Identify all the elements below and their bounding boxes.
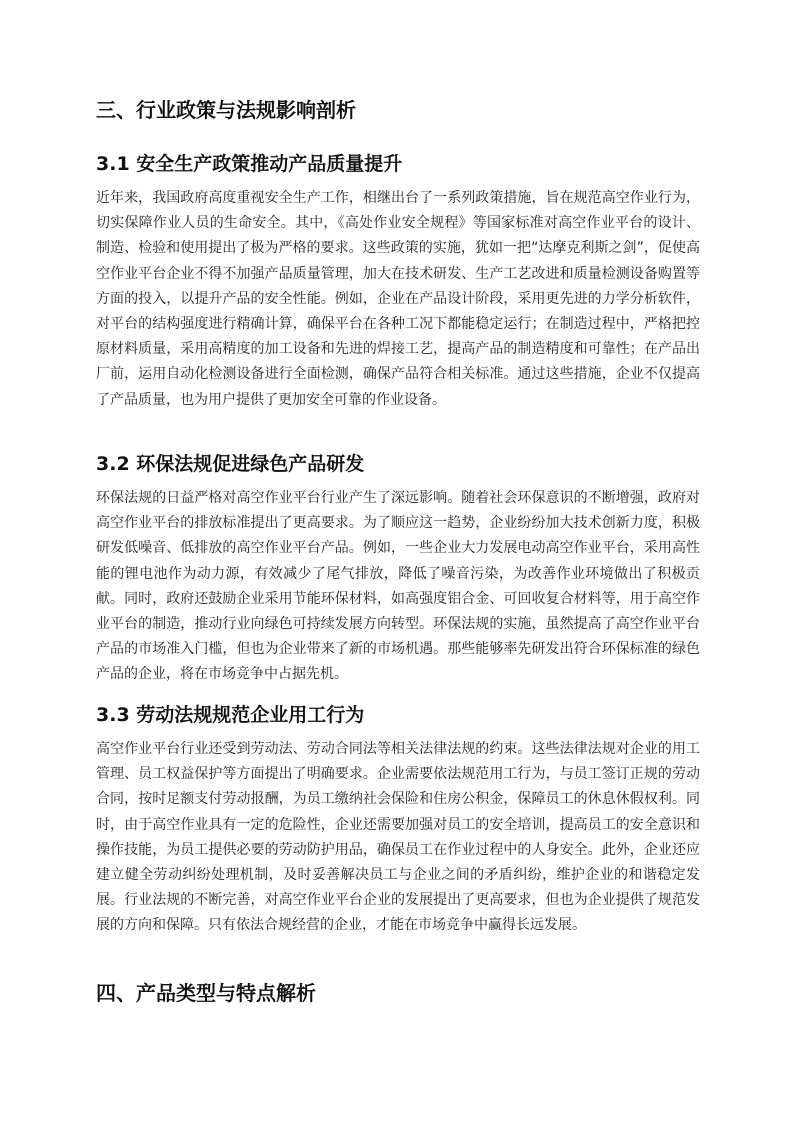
section-3-title: 三、行业政策与法规影响剖析: [96, 98, 356, 122]
subsection-3-2-body: 环保法规的日益严格对高空作业平台行业产生了深远影响。随着社会环保意识的不断增强，政府对高空作业平台的排放标准提出了更高要求。为了顺应这一趋势，企业纷纷加大技术创新力度，积极研发低噪音、低排放的高空作业平台产品。例如，一些企业大力发展电动高空作业平台，采用高性能的锂电池作为动力源，有效减少了尾气排放，降低了噪音污染，为改善作业环境做出了积极贡献。同时，政府还鼓励企业采用节能环保材料，如高强度铝合金、可回收复合材料等，用于高空作业平台的制造，推动行业向绿色可持续发展方向转型。环保法规的实施，虽然提高了高空作业平台产品的市场准入门槛，但也为企业带来了新的市场机遇。那些能够率先研发出符合环保标准的绿色产品的企业，将在市场竞争中占据先机。: [96, 490, 700, 683]
subsection-3-3-heading: 3.3 劳动法规规范企业用工行为: [96, 704, 365, 726]
section-4-title: 四、产品类型与特点解析: [96, 981, 316, 1005]
subsection-3-3-body: 高空作业平台行业还受到劳动法、劳动合同法等相关法律法规的约束。这些法律法规对企业的用工管理、员工权益保护等方面提出了明确要求。企业需要依法规范用工行为，与员工签订正规的劳动合同，按时足额支付劳动报酬，为员工缴纳社会保险和住房公积金，保障员工的休息休假权利。同时，由于高空作业具有一定的危险性，企业还需要加强对员工的安全培训，提高员工的安全意识和操作技能，为员工提供必要的劳动防护用品，确保员工在作业过程中的人身安全。此外，企业还应建立健全劳动纠纷处理机制，及时妥善解决员工与企业之间的矛盾纠纷，维护企业的和谐稳定发展。行业法规的不断完善，对高空作业平台企业的发展提出了更高要求，但也为企业提供了规范发展的方向和保障。只有依法合规经营的企业，才能在市场竞争中赢得长远发展。: [96, 741, 700, 934]
subsection-3-1-body: 近年来，我国政府高度重视安全生产工作，相继出台了一系列政策措施，旨在规范高空作业行为，切实保障作业人员的生命安全。其中，《高处作业安全规程》等国家标准对高空作业平台的设计、制造、检验和使用提出了极为严格的要求。这些政策的实施，犹如一把“达摩克利斯之剑”，促使高空作业平台企业不得不加强产品质量管理，加大在技术研发、生产工艺改进和质量检测设备购置等方面的投入，以提升产品的安全性能。例如，企业在产品设计阶段，采用更先进的力学分析软件，对平台的结构强度进行精确计算，确保平台在各种工况下都能稳定运行；在制造过程中，严格把控原材料质量，采用高精度的加工设备和先进的焊接工艺，提高产品的制造精度和可靠性；在产品出厂前，运用自动化检测设备进行全面检测，确保产品符合相关标准。通过这些措施，企业不仅提高了产品质量，也为用户提供了更加安全可靠的作业设备。: [96, 190, 700, 408]
subsection-3-2-heading: 3.2 环保法规促进绿色产品研发: [96, 453, 365, 475]
subsection-3-1-heading: 3.1 安全生产政策推动产品质量提升: [96, 153, 403, 175]
